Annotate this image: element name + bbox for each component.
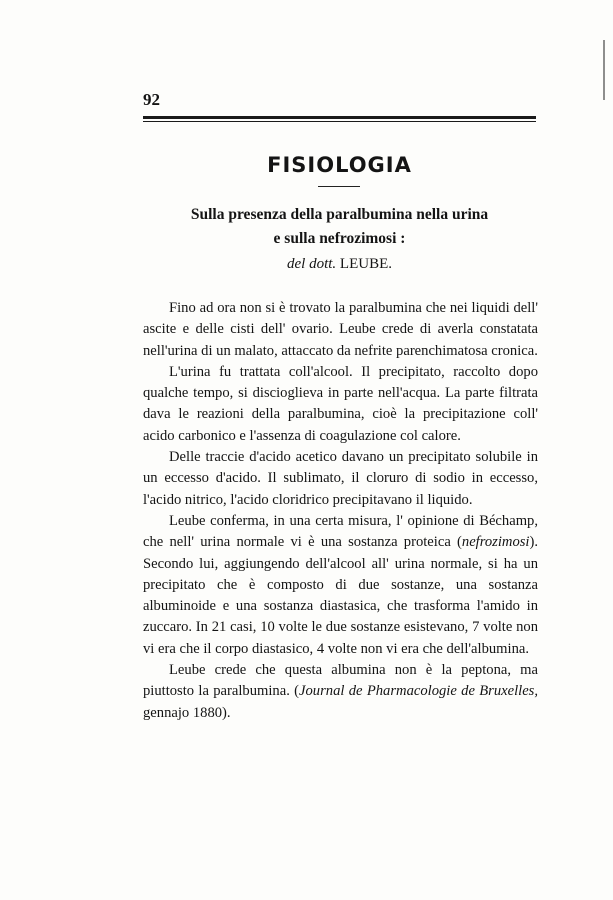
- paragraph-5-text-b: gennajo 1880).: [143, 704, 231, 721]
- article-title-line-1: Sulla presenza della paralbumina nella urina: [190, 206, 489, 223]
- header-rule: [143, 116, 536, 119]
- byline-author: LEUBE.: [339, 256, 392, 272]
- paragraph-1: Fino ad ora non si è trovato la paralbumina che nei liquidi dell' ascite e delle cisti dell' ovario. Leube crede di averla constatata nell'urina di un malato, attaccato da nefrite parenchimatosa cronica.: [143, 300, 538, 359]
- paragraph-3: Delle traccie d'acido acetico davano un precipitato solubile in un eccesso d'acido. Il sublimato, il cloruro di sodio in eccesso, l'acido nitrico, l'acido cloridrico precipitavano il liquido.: [143, 449, 538, 508]
- page-edge-mark: [603, 40, 605, 100]
- paragraph-4-text-b: ). Secondo lui, aggiungendo dell'alcool all' urina normale, si ha un precipitato che è composto di due sostanze, una sostanza albuminoide e una sostanza diastasica, che trasforma l'amido in zuccaro. In 21 casi, 10 volte le due sostanze esistevano, 7 volte non vi era che il corpo diastasico, 4 volte non vi era che dell'albumina.: [143, 534, 538, 657]
- paragraph-5-italic: Journal de Pharmacologie de Bruxelles,: [299, 683, 538, 700]
- section-title: FISIOLOGIA: [267, 153, 412, 177]
- paragraph-5-text-a: Leube crede che questa albumina non è la peptona, ma piuttosto la paralbumina. (: [143, 662, 538, 700]
- page-number: 92: [143, 90, 160, 109]
- article-title-line-2: e sulla nefrozimosi :: [273, 230, 406, 247]
- byline-prefix: del dott.: [287, 256, 337, 272]
- header-rule-thin: [143, 121, 536, 122]
- paragraph-2: L'urina fu trattata coll'alcool. Il precipitato, raccolto dopo qualche tempo, si discioglieva in parte nell'acqua. La parte filtrata dava le reazioni della paralbumina, cioè la precipitazione coll' acido carbonico e l'assenza di coagulazione col calore.: [143, 363, 538, 444]
- title-divider: [318, 186, 360, 187]
- paragraph-4: [143, 511, 538, 660]
- paragraph-4-italic: nefrozimosi: [461, 534, 530, 551]
- byline: [143, 256, 536, 273]
- paragraph-5: [143, 660, 538, 724]
- paragraph-4-text-a: Leube conferma, in una certa misura, l' opinione di Béchamp, che nell' urina normale vi è una sostanza proteica (: [143, 512, 538, 551]
- article-body: [143, 298, 538, 724]
